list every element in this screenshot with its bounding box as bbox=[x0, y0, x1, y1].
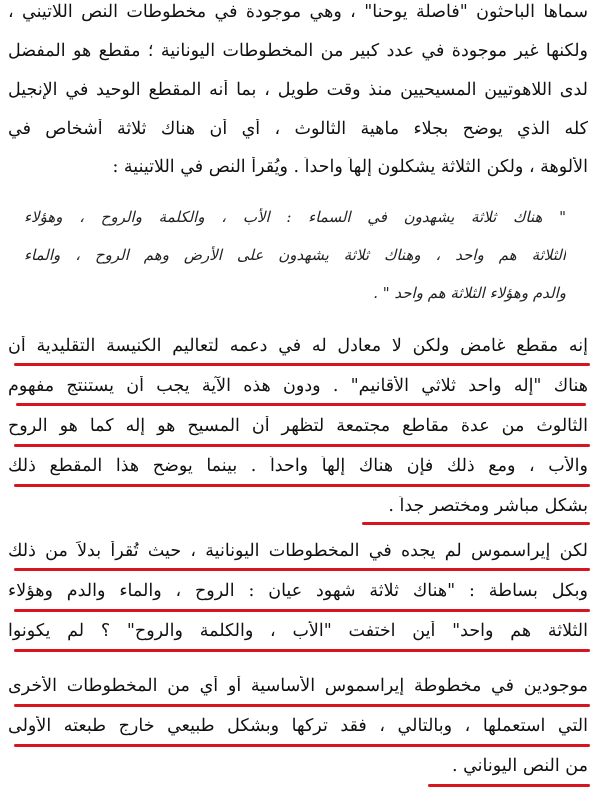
paragraph3-line-2: وبكل بساطة : "هناك ثلاثة شهود عيان : الروح ، والماء والدم وهؤلاء bbox=[8, 581, 588, 601]
quote-line-3: والدم وهؤلاء الثلاثة هم واحد " . bbox=[373, 284, 566, 302]
red-underline bbox=[14, 704, 590, 707]
red-underline bbox=[362, 522, 590, 525]
paragraph2-line-5: بشكل مباشر ومختصر جداً . bbox=[388, 496, 588, 516]
quote-line-2: الثلاثة هم واحد ، وهناك ثلاثة يشهدون على الأرض وهم الروح ، والماء bbox=[24, 246, 566, 264]
paragraph3-line-4: موجودين في مخطوطة إيراسموس الأساسية أو أي من المخطوطات الأخرى bbox=[8, 676, 588, 696]
paragraph1-line-5: الألوهة ، ولكن الثلاثة يشكلون إلهاً واحداً . ويُقرأ النص في اللاتينية : bbox=[112, 157, 588, 177]
red-underline bbox=[14, 444, 590, 447]
paragraph1-line-2: ولكنها غير موجودة في عدد كبير من المخطوطات اليونانية ؛ مقطع هو المفضل bbox=[8, 41, 588, 61]
red-underline bbox=[14, 568, 590, 571]
paragraph3-line-3: الثلاثة هم واحد" أين اختفت "الأب ، والكلمة والروح" ؟ لم يكونوا bbox=[8, 621, 588, 641]
paragraph3-line-5: التي استعملها ، وبالتالي ، فقد تركها وبشكل طبيعي خارج طبعته الأولى bbox=[8, 716, 588, 736]
paragraph3-line-6: من النص اليوناني . bbox=[451, 756, 588, 776]
paragraph2-line-3: الثالوث من عدة مقاطع مجتمعة لتظهر أن المسيح هو إله كما هو الروح bbox=[8, 416, 588, 436]
paragraph2-line-1: إنه مقطع غامض ولكن لا معادل له في دعمه لتعاليم الكنيسة التقليدية أن bbox=[8, 336, 588, 356]
red-underline bbox=[14, 484, 590, 487]
paragraph2-line-4: والأب ، ومع ذلك فإن هناك إلهاً واحداً . بينما يوضح هذا المقطع ذلك bbox=[8, 456, 588, 476]
paragraph2-line-2: هناك "إله واحد ثلاثي الأقانيم" . ودون هذه الآية يجب أن يستنتج مفهوم bbox=[8, 376, 588, 396]
paragraph1-line-1: سماها الباحثون "فاصلة يوحنا" ، وهي موجودة في مخطوطات النص اللاتيني ، bbox=[8, 2, 588, 22]
red-underline bbox=[14, 649, 590, 652]
paragraph1-line-3: لدى اللاهوتيين المسيحيين منذ وقت طويل ، بما أنه المقطع الوحيد في الإنجيل bbox=[8, 80, 588, 100]
red-underline bbox=[16, 403, 586, 406]
red-underline bbox=[14, 363, 590, 366]
quote-line-1: " هناك ثلاثة يشهدون في السماء : الأب ، والكلمة والروح ، وهؤلاء bbox=[24, 208, 566, 226]
paragraph3-line-1: لكن إيراسموس لم يجده في المخطوطات اليونانية ، حيث تُقرأ بدلاً من ذلك bbox=[8, 541, 588, 561]
red-underline bbox=[14, 609, 590, 612]
red-underline bbox=[14, 744, 590, 747]
red-underline bbox=[428, 784, 590, 787]
paragraph1-line-4: كله الذي يوضح بجلاء ماهية الثالوث ، أي أن هناك ثلاثة أشخاص في bbox=[8, 119, 588, 139]
